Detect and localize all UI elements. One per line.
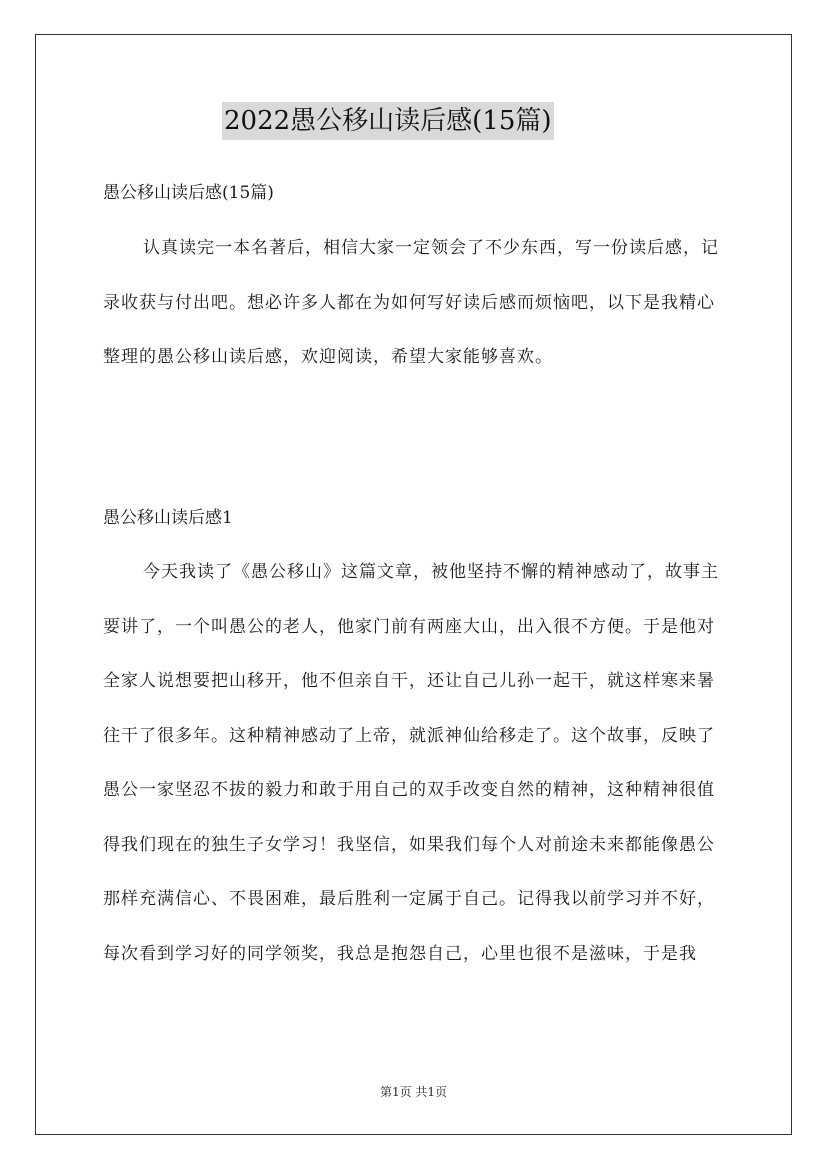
document-title: 2022愚公移山读后感(15篇)	[222, 102, 554, 140]
intro-paragraph: 认真读完一本名著后，相信大家一定领会了不少东西，写一份读后感，记录收获与付出吧。想必许多人都在为如何写好读后感而烦恼吧，以下是我精心整理的愚公移山读后感，欢迎阅读，希望大家能够喜欢。	[103, 238, 719, 367]
document-subtitle: 愚公移山读后感(15篇)	[103, 183, 274, 203]
essay-paragraph: 今天我读了《愚公移山》这篇文章，被他坚持不懈的精神感动了，故事主要讲了，一个叫愚公的老人，他家门前有两座大山，出入很不方便。于是他对全家人说想要把山移开，他不但亲自干，还让自己儿孙一起干，就这样寒来暑往干了很多年。这种精神感动了上帝，就派神仙给移走了。这个故事，反映了愚公一家坚忍不拔的毅力和敢于用自己的双手改变自然的精神，这种精神很值得我们现在的独生子女学习！我坚信，如果我们每个人对前途未来都能像愚公那样充满信心、不畏困难，最后胜利一定属于自己。记得我以前学习并不好，每次看到学习好的同学领奖，我总是抱怨自己，心里也很不是滋味，于是我	[103, 562, 719, 964]
section-heading: 愚公移山读后感1	[103, 508, 233, 528]
page-number-footer: 第1页 共1页	[379, 1085, 448, 1099]
